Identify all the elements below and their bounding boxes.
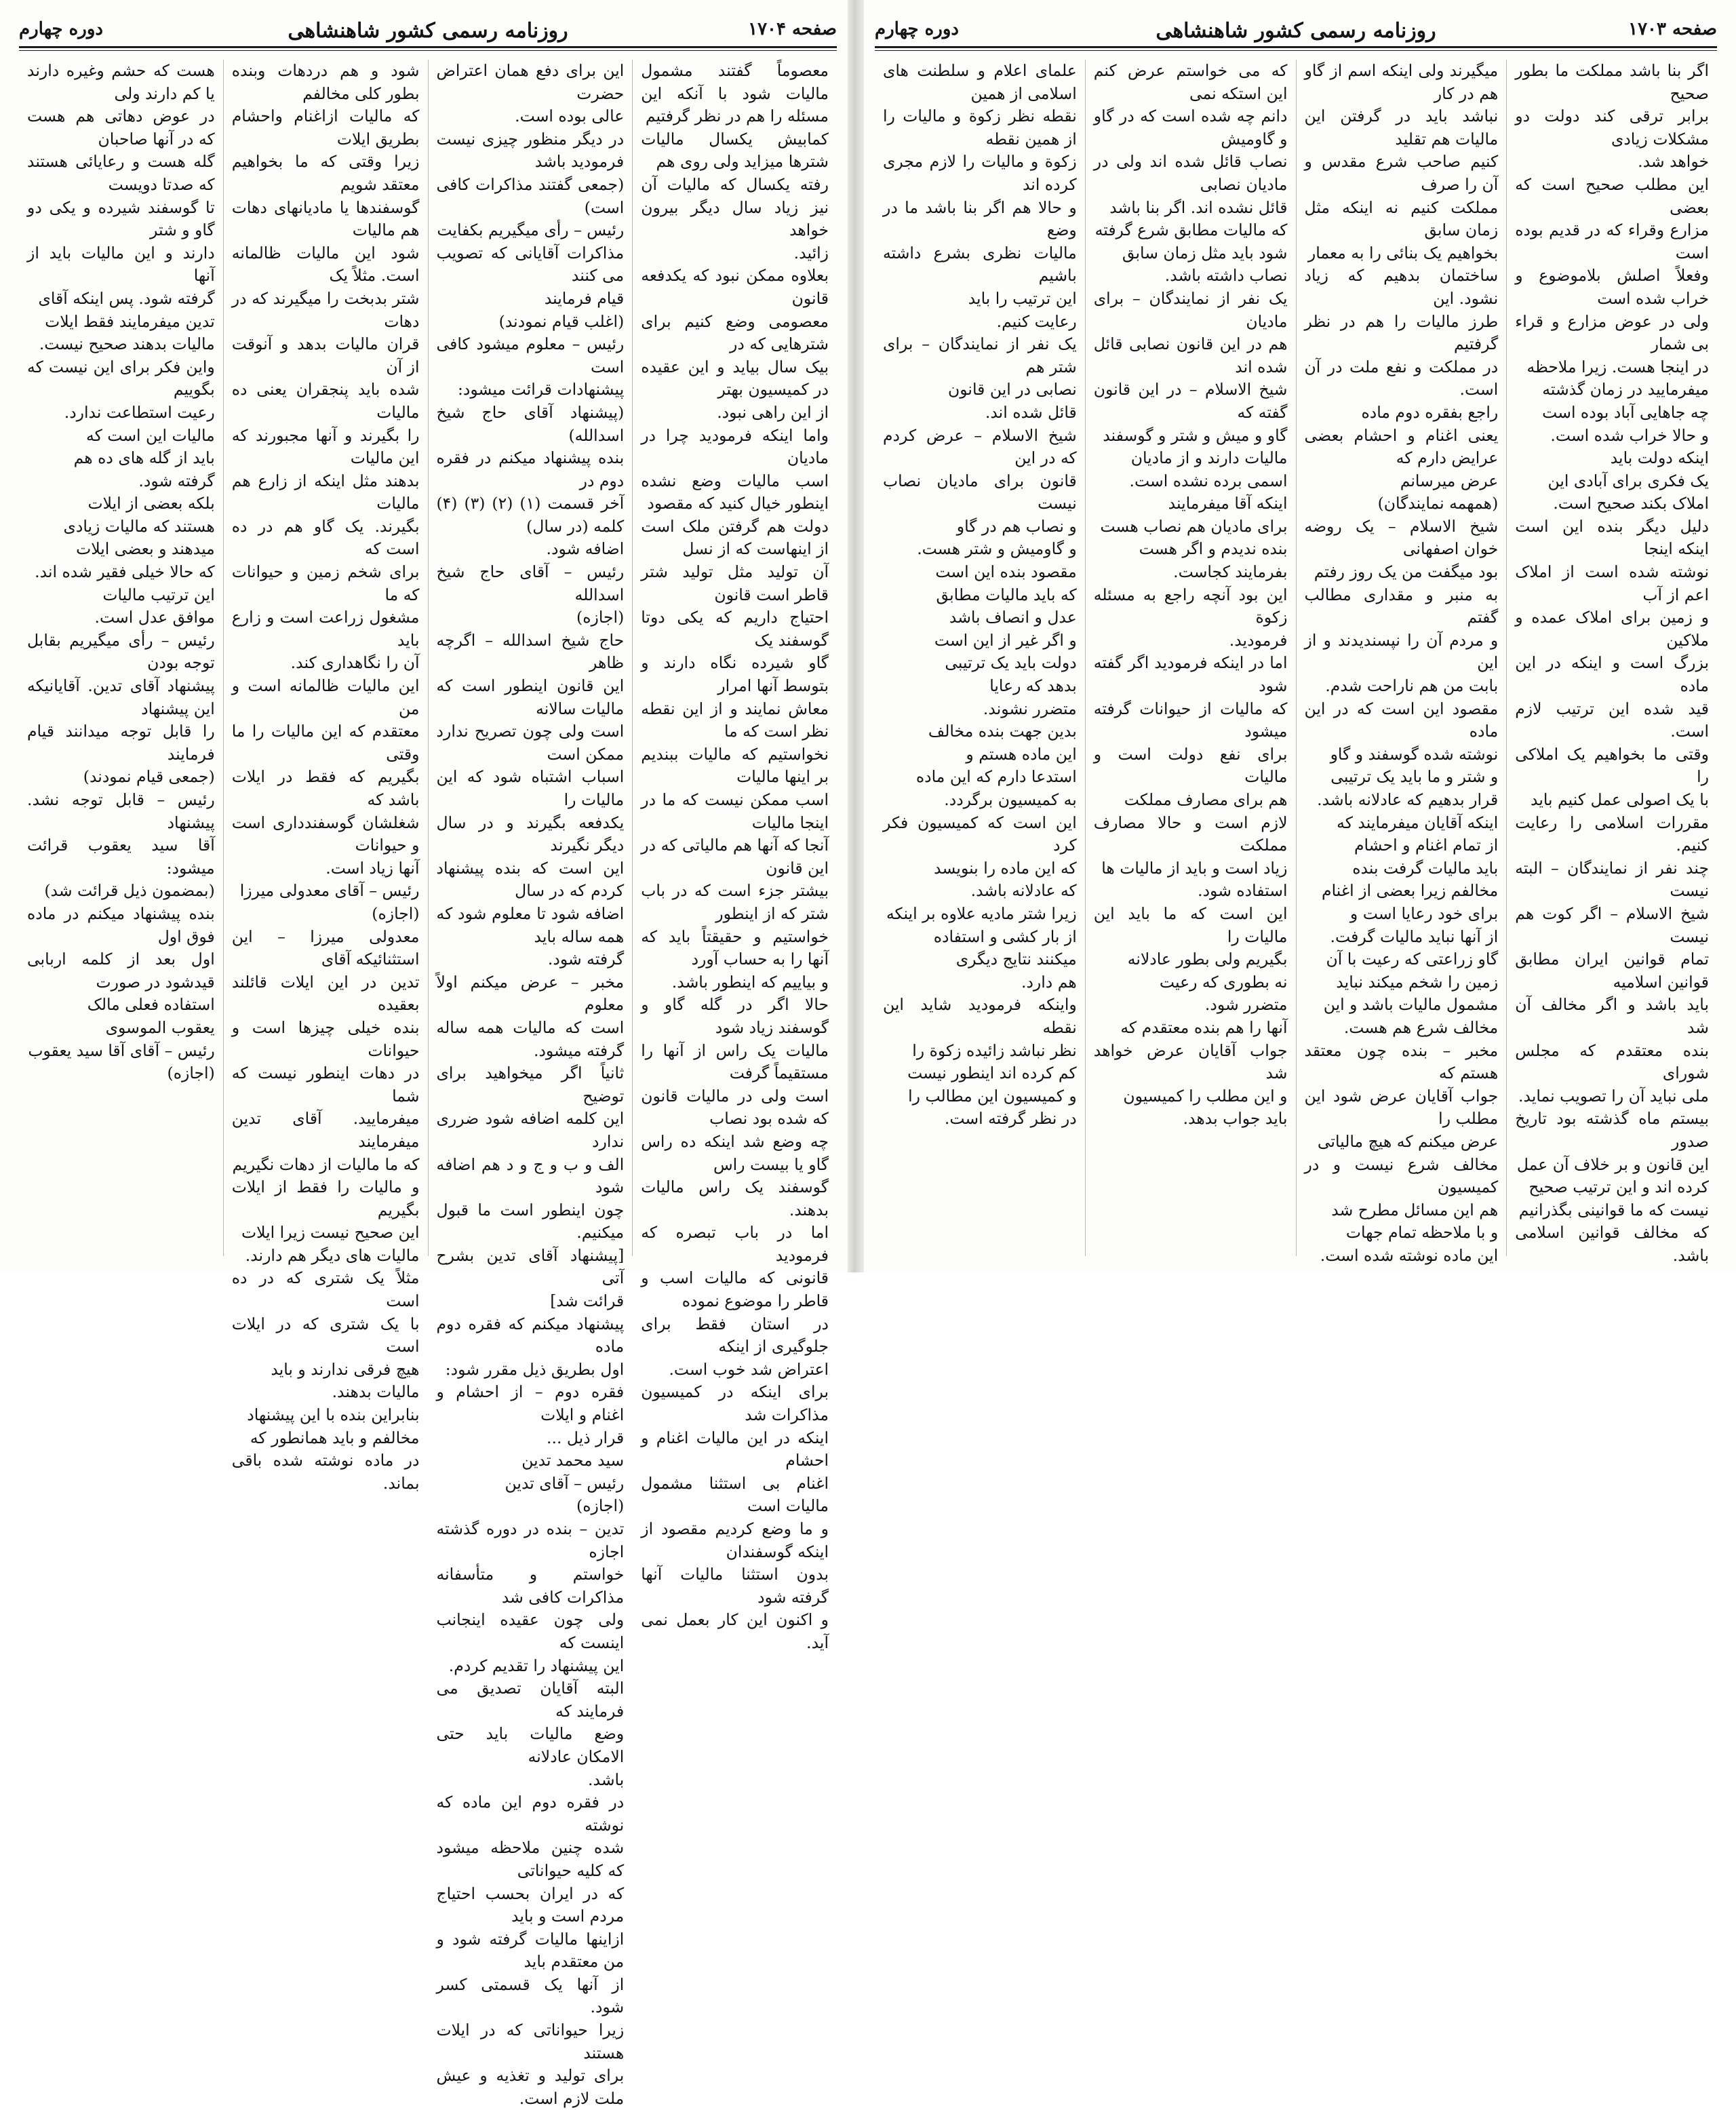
header-rule-thin (875, 50, 1717, 51)
page-number: صفحه ۱۷۰۴ (748, 19, 837, 39)
left-page-header (19, 15, 837, 47)
column-text: هست که حشم وغیره دارند یا کم دارند ولی در عوض دهاتی هم هست که در آنها صاحبان گله هست و رعایائی هستند که صدتا دویست تا گوسفند شیرده و یکی دو گاو و شتر دارند و این مالیات باید از آنها گرفته شود. پس اینکه آقای تدین میفرمایند فقط ایلات مالیات بدهند صحیح نیست. واین فکر برای این نیست که بگوییم رعیت استطاعت ندارد. مالیات این است که باید از گله های ده هم گرفته شود. بلکه بعضی از ایلات هستند که مالیات زیادی میدهند و بعضی ایلات که حالا خیلی فقیر شده اند. این ترتیب مالیات موافق عدل است. رئیس – رأی میگیریم بقابل توجه بودن پیشنهاد آقای تدین. آقایانیکه این پیشنهاد را قابل توجه میدانند قیام فرمایند (جمعی قیام نمودند) رئیس – قابل توجه نشد. پیشنهاد آقا سید یعقوب قرائت میشود: (بمضمون ذیل قرائت شد) بنده پیشنهاد میکنم در ماده فوق اول اول بعد از کلمه اربابی قیدشود در صورت استفاده فعلی مالک یعقوب الموسوی رئیس – آقای آقا سید یعقوب (اجازه) (27, 61, 215, 1083)
text-column-3 (1085, 60, 1296, 1256)
text-column-1 (1506, 60, 1717, 1265)
text-column-4 (875, 60, 1085, 1256)
column-text: این برای دفع همان اعتراض حضرت عالی بوده است. در دیگر منظور چیزی نیست فرمودید باشد (جمعی گفتند مذاکرات کافی است) رئیس – رأی میگیریم بکفایت مذاکرات آقایانی که تصویب می کنند قیام فرمایند (اغلب قیام نمودند) رئیس – معلوم میشود کافی است پیشنهادات قرائت میشود: (پیشنهاد آقای حاج شیخ اسدالله) بنده پیشنهاد میکنم در فقره دوم در آخر قسمت (۱) (۲) (۳) (۴) کلمه (در سال) اضافه شود. رئیس – آقای حاج شیخ اسدالله (اجازه) حاج شیخ اسدالله – اگرچه ظاهر این قانون اینطور است که مالیات سالانه است ولی چون تصریح ندارد ممکن است اسباب اشتباه شود که این مالیات را یکدفعه بگیرند و در سال دیگر نگیرند این است که بنده پیشنهاد کردم که در سال اضافه شود تا معلوم شود که همه ساله باید گرفته شود. مخبر – عرض میکنم اولاً معلوم است که مالیات همه ساله گرفته میشود. ثانیاً اگر میخواهید برای توضیح این کلمه اضافه شود ضرری ندارد الف و ب و ج و د هم اضافه شود چون اینطور است ما قبول میکنیم. [پیشنهاد آقای تدین بشرح آتی قرائت شد] پیشنهاد میکنم که فقره دوم ماده اول بطریق ذیل مقرر شود: فقره دوم – از احشام و اغنام و ایلات قرار ذیل ... سید محمد تدین رئیس – آقای تدین (اجازه) تدین – بنده در دوره گذشته اجازه خواستم و متأسفانه مذاکرات کافی شد ولی چون عقیده اینجانب اینست که این پیشنهاد را تقدیم کردم. البته آقایان تصدیق می فرمایند که وضع مالیات باید حتی الامکان عادلانه باشد. در فقره دوم این ماده که نوشته شده چنین ملاحظه میشود که کلیه حیواناتی که در ایران بحسب احتیاج مردم است و باید ازاینها مالیات گرفته شود و من معتقدم باید از آنها یک قسمتی کسر شود. زیرا حیواناتی که در ایلات هستند برای تولید و تغذیه و عیش ملت لازم است. (436, 61, 625, 2108)
text-column-4 (19, 60, 223, 1256)
newspaper-title: روزنامه رسمی کشور شاهنشاهی (288, 19, 568, 43)
column-text: علمای اعلام و سلطنت های اسلامی از همین نقطه نظر زکوة و مالیات را از همین نقطه زکوة و مالیات را لازم مجری کرده اند و حالا هم اگر بنا باشد ما در وضع مالیات نظری بشرع داشته باشیم این ترتیب را باید رعایت کنیم. یک نفر از نمایندگان – برای شتر هم نصابی در این قانون قائل شده اند. شیخ الاسلام – عرض کردم که در این قانون برای مادیان نصاب نیست و نصاب هم در گاو و گاومیش و شتر هست. مقصود بنده این است که باید مالیات مطابق عدل و انصاف باشد و اگر غیر از این است دولت باید یک ترتیبی بدهد که رعایا متضرر نشوند. بدین جهت بنده مخالف این ماده هستم و استدعا دارم که این ماده به کمیسیون برگردد. این است که کمیسیون فکر کرد که این ماده را بنویسد که عادلانه باشد. زیرا شتر مادیه علاوه بر اینکه از بار کشی و استفاده میکنند نتایج دیگری هم دارد. واینکه فرمودید شاید این نقطه نظر نباشد زائیده زکوة را کم کرده اند اینطور نیست و کمیسیون این مطالب را در نظر گرفته است. (883, 61, 1077, 1129)
right-page-columns (875, 60, 1717, 1265)
left-page-columns (19, 60, 837, 2108)
right-page (856, 0, 1736, 1272)
column-text: میگیرند ولی اینکه اسم از گاو هم در کار نباشد باید در گرفتن این مالیات هم تقلید کنیم صاحب شرع مقدس و آن را صرف مملکت کنیم نه اینکه مثل زمان سابق بخواهیم یک بنائی را به معمار ساختمان بدهیم که زیاد نشود. این طرز مالیات را هم در نظر گرفتیم در مملکت و نفع ملت در آن است. راجع بفقره دوم ماده یعنی اغنام و احشام بعضی عرایض دارم که عرض میرسانم (همهمه نمایندگان) شیخ الاسلام – یک روضه خوان اصفهانی بود میگفت من یک روز رفتم به منبر و مقداری مطالب گفتم و مردم آن را نپسندیدند و از این بابت من هم ناراحت شدم. مقصود این است که در این ماده نوشته شده گوسفند و گاو و شتر و ما باید یک ترتیبی قرار بدهیم که عادلانه باشد. اینکه آقایان میفرمایند که از تمام اغنام و احشام باید مالیات گرفت بنده مخالفم زیرا بعضی از اغنام برای خود رعایا است و از آنها نباید مالیات گرفت. گاو زراعتی که رعیت با آن زمین را شخم میکند نباید مشمول مالیات باشد و این مخالف شرع هم هست. مخبر – بنده چون معتقد هستم که جواب آقایان عرض شود این مطلب را عرض میکنم که هیچ مالیاتی مخالف شرع نیست و در کمیسیون هم این مسائل مطرح شد و با ملاحظه تمام جهات این ماده نوشته شده است. (1304, 61, 1499, 1265)
period-label: دوره چهارم (19, 19, 103, 39)
page-number: صفحه ۱۷۰۳ (1628, 19, 1717, 39)
newspaper-title: روزنامه رسمی کشور شاهنشاهی (1156, 19, 1436, 43)
text-column-2 (1296, 60, 1507, 1265)
header-rule (875, 46, 1717, 48)
column-text: که می خواستم عرض کنم این استکه نمی دانم چه شده است که در گاو و گاومیش نصاب قائل شده اند ولی در مادیان نصابی قائل نشده اند. اگر بنا باشد که مالیات مطابق شرع گرفته شود باید مثل زمان سابق نصاب داشته باشد. یک نفر از نمایندگان – برای مادیان هم در این قانون نصابی قائل شده اند شیخ الاسلام – در این قانون گفته که گاو و میش و شتر و گوسفند مالیات دارند و از مادیان اسمی برده نشده است. اینکه آقا میفرمایند برای مادیان هم نصاب هست بنده ندیدم و اگر هست بفرمایند کجاست. این بود آنچه راجع به مسئله زکوة فرمودید. اما در اینکه فرمودید اگر گفته شود که مالیات از حیوانات گرفته میشود برای نفع دولت است و مالیات هم برای مصارف مملکت لازم است و حالا مصارف مملکت زیاد است و باید از مالیات ها استفاده شود. این است که ما باید این مالیات را بگیریم ولی بطور عادلانه نه بطوری که رعیت متضرر شود. آنها را هم بنده معتقدم که جواب آقایان عرض خواهد شد و این مطلب را کمیسیون باید جواب بدهد. (1093, 61, 1288, 1129)
period-label: دوره چهارم (875, 19, 959, 39)
column-text: شود و هم دردهات وبنده بطور کلی مخالفم که مالیات ازاغنام واحشام بطریق ایلات زیرا وقتی که ما بخواهیم معتقد شویم گوسفندها یا مادیانهای دهات هم مالیات شود این مالیات ظالمانه است. مثلاً یک شتر بدبخت را میگیرند که در دهات قران مالیات بدهد و آنوقت از آن شده باید پنجقران یعنی ده مالیات را بگیرند و آنها مجبورند که این مالیات بدهند مثل اینکه از زارع هم مالیات بگیرند. یک گاو هم در ده است که برای شخم زمین و حیوانات که ما مشغول زراعت است و زارع باید آن را نگاهداری کند. این مالیات ظالمانه است و من معتقدم که این مالیات را ما وقتی بگیریم که فقط در ایلات باشد که شغلشان گوسفندداری است و حیوانات آنها زیاد است. رئیس – آقای معدولی میرزا (اجازه) معدولی میرزا – این استثنائیکه آقای تدین در این ایلات قائلند بعقیده بنده خیلی چیزها است و حیوانات در دهات اینطور نیست که شما میفرمایید. آقای تدین میفرمایند که ما مالیات از دهات نگیریم و مالیات را فقط از ایلات بگیریم این صحیح نیست زیرا ایلات مالیات های دیگر هم دارند. مثلاً یک شتری که در ده است با یک شتری که در ایلات است هیچ فرقی ندارند و باید مالیات بدهند. بنابراین بنده با این پیشنهاد مخالفم و باید همانطور که در ماده نوشته شده باقی بماند. (231, 61, 420, 1493)
left-page (0, 0, 856, 2108)
text-column-2 (428, 60, 633, 2108)
header-rule-thin (19, 50, 837, 51)
column-text: اگر بنا باشد مملکت ما بطور صحیح برابر ترقی کند دولت دو مشکلات زیادی خواهد شد. این مطلب صحیح است که بعضی مزارع وقراء که در قدیم بوده است وفعلاً اصلش بلاموضوع و خراب شده است ولی در عوض مزارع و قراء بی شمار در اینجا هست. زیرا ملاحظه میفرمایید در زمان گذشته چه جاهایی آباد بوده است و حالا خراب شده است. اینکه دولت باید یک فکری برای آبادی این املاک بکند صحیح است. دلیل دیگر بنده این است اینکه اینجا نوشته شده است از املاک اعم از آب و زمین برای املاک عمده و ملاکین بزرگ است و اینکه در این ماده قید شده این ترتیب لازم است. وقتی ما بخواهیم یک املاکی را با یک اصولی عمل کنیم باید مقررات اسلامی را رعایت کنیم. چند نفر از نمایندگان – البته نیست شیخ الاسلام – اگر کوت هم نیست تمام قوانین ایران مطابق قوانین اسلامیه باید باشد و اگر مخالف آن شد بنده معتقدم که مجلس شورای ملی نباید آن را تصویب نماید. بیستم ماه گذشته بود تاریخ صدور این قانون و بر خلاف آن عمل کرده اند و این ترتیب صحیح نیست که ما قوانینی بگذرانیم که مخالف قوانین اسلامی باشد. (1515, 61, 1709, 1265)
text-column-1 (632, 60, 837, 1652)
text-column-3 (223, 60, 428, 1493)
column-text: معصوماً گفتند مشمول مالیات شود با آنکه این مسئله را هم در نظر گرفتیم کمابیش یکسال مالیات شترها میزاید ولی روی هم رفته یکسال که مالیات آن نیز زیاد سال دیگر بیرون خواهد زائید. بعلاوه ممکن نبود که یکدفعه قانون معصومی وضع کنیم برای شترهایی که در بیک سال بیاید و این عقیده در کمیسیون بهتر از این راهی نبود. واما اینکه فرمودید چرا در مادیان اسب مالیات وضع نشده اینطور خیال کنید که مقصود دولت هم گرفتن ملک است از اینهاست که از نسل آن تولید مثل تولید شتر قاطر است قانون احتیاج داریم که یکی دوتا گوسفند یک گاو شیرده نگاه دارند و بتوسط آنها امرار معاش نمایند و از این نقطه نظر است که ما نخواستیم که مالیات ببندیم بر اینها مالیات اسب ممکن نیست که ما در اینجا مالیات آنجا که آنها هم مالیاتی که در این قانون بیشتر جزء است که در باب شتر که از اینطور خواستیم و حقیقتاً باید که آنها را به حساب آورد و بیاییم که اینطور باشد. حالا اگر در گله گاو و گوسفند زیاد شود مالیات یک راس از آنها را مستقیماً گرفت است ولی در مالیات قانون که شده بود نصاب چه وضع شد اینکه ده راس گاو یا بیست راس گوسفند یک راس مالیات بدهند. اما در باب تبصره که فرمودید قانونی که مالیات اسب و قاطر را موضوع نموده در استان فقط برای جلوگیری از اینکه اعتراض شد خوب است. برای اینکه در کمیسیون مذاکرات شد اینکه در این مالیات اغنام و احشام اغنام بی استثنا مشمول مالیات است و ما وضع کردیم مقصود از اینکه گوسفندان بدون استثنا مالیات آنها گرفته شود و اکنون این کار بعمل نمی آید. (641, 61, 829, 1652)
right-page-header (875, 15, 1717, 47)
header-rule (19, 46, 837, 48)
